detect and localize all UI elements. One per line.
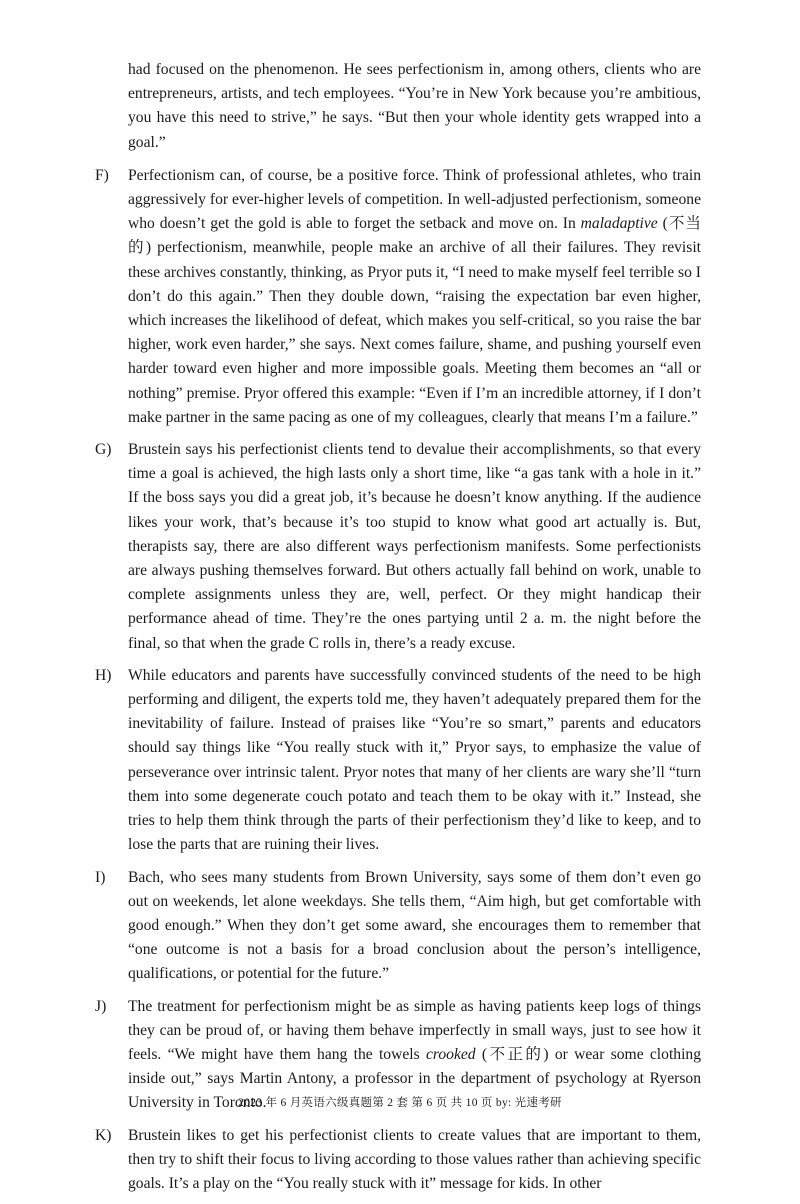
italic-term: maladaptive bbox=[580, 215, 658, 233]
paragraph-label: H) bbox=[95, 666, 112, 684]
text-segment: Perfectionism can, of course, be a positive force. Think of professional athletes, who train aggressively for ever-higher levels of competition. In well-adjusted perfectionism, someone who doesn’t get the gold is able to forget the setback and move on. In bbox=[128, 166, 701, 233]
paragraph-text bbox=[128, 164, 701, 430]
paragraph-text: Brustein likes to get his perfectionist clients to create values that are important to them, then try to shift their focus to living according to those values rather than achieving specific goals. It’s a play on the “You really stuck with it” message for kids. In other bbox=[128, 1126, 701, 1192]
paragraph-label: F) bbox=[95, 166, 109, 184]
paragraph-label: K) bbox=[95, 1126, 112, 1144]
text-segment: The treatment for perfectionism might be as simple as having patients keep logs of things they can be proud of, or having them behave imperfectly in small ways, just to see how it feels. “We might have them hang the towels bbox=[128, 997, 701, 1063]
paragraph-text: Brustein says his perfectionist clients tend to devalue their accomplishments, so that every time a goal is achieved, the high lasts only a short time, like “a gas tank with a hole in it.” If the boss says you did a great job, it’s because he doesn’t know anything. If the audience likes your work, that’s because it’s too stupid to know what good art actually is. But, therapists say, there are also different ways perfectionism manifests. Some perfectionists are always pushing themselves forward. But others actually fall behind on work, unable to complete assignments unless they are, well, perfect. Or they might handicap their performance ahead of time. They’re the ones partying until 2 a. m. the night before the final, so that when the grade C rolls in, there’s a ready excuse. bbox=[128, 441, 701, 652]
paragraph-k bbox=[95, 1124, 701, 1197]
document-body bbox=[95, 58, 701, 1204]
paragraph-f bbox=[95, 164, 701, 430]
paragraph-g bbox=[95, 438, 701, 656]
paragraph-label: I) bbox=[95, 868, 106, 886]
paragraph-label: G) bbox=[95, 441, 112, 459]
paragraph-e-continued bbox=[95, 58, 701, 155]
paragraph-i bbox=[95, 866, 701, 987]
paragraph-text: had focused on the phenomenon. He sees perfectionism in, among others, clients who are entrepreneurs, artists, and tech employees. “You’re in New York because you’re ambitious, you have this need to strive,” he says. “But then your whole identity gets wrapped into a goal.” bbox=[128, 61, 701, 151]
paragraph-h bbox=[95, 664, 701, 858]
paragraph-label: J) bbox=[95, 997, 107, 1015]
text-segment: (不正的) or wear some clothing inside out,” says Martin Antony, a professor in the department of psychology at Ryerson University in Toronto. bbox=[128, 1045, 701, 1112]
paragraph-text: Bach, who sees many students from Brown University, says some of them don’t even go out on weekends, let alone weekdays. She tells them, “Aim high, but get comfortable with good enough.” When they don’t get some award, she encourages them to remember that “one outcome is not a basis for a broad conclusion about the person’s intelligence, qualifications, or potential for the future.” bbox=[128, 868, 701, 983]
text-segment: (不当的) perfectionism, meanwhile, people make an archive of all their failures. They revisit these archives constantly, thinking, as Pryor puts it, “I need to make myself feel terrible so I don’t do this again.” Then they double down, “raising the expectation bar even higher, which increases the likelihood of defeat, which makes you self-critical, so you raise the bar higher, work even harder,” she says. Next comes failure, shame, and pushing yourself even harder toward even higher and more impossible goals. Meeting them becomes an “all or nothing” premise. Pryor offered this example: “Even if I’m an incredible attorney, if I don’t make partner in the same pacing as one of my colleagues, clearly that means I’m a failure.” bbox=[128, 215, 702, 426]
italic-term: crooked bbox=[425, 1045, 476, 1063]
paragraph-text: While educators and parents have successfully convinced students of the need to be high performing and diligent, the experts told me, they haven’t adequately prepared them for the inevitability of failure. Instead of praises like “You’re so smart,” parents and educators should say things like “You really stuck with it,” Pryor says, to emphasize the value of perseverance over intrinsic talent. Pryor notes that many of her clients are wary she’ll “turn them into some degenerate couch potato and teach them to be okay with it.” Instead, she tries to help them think through the parts of their perfectionism they’d like to keep, and to lose the parts that are ruining their lives. bbox=[128, 666, 701, 854]
page-footer: 2023 年 6 月英语六级真题第 2 套 第 6 页 共 10 页 by: 光速考研 bbox=[238, 1097, 562, 1109]
